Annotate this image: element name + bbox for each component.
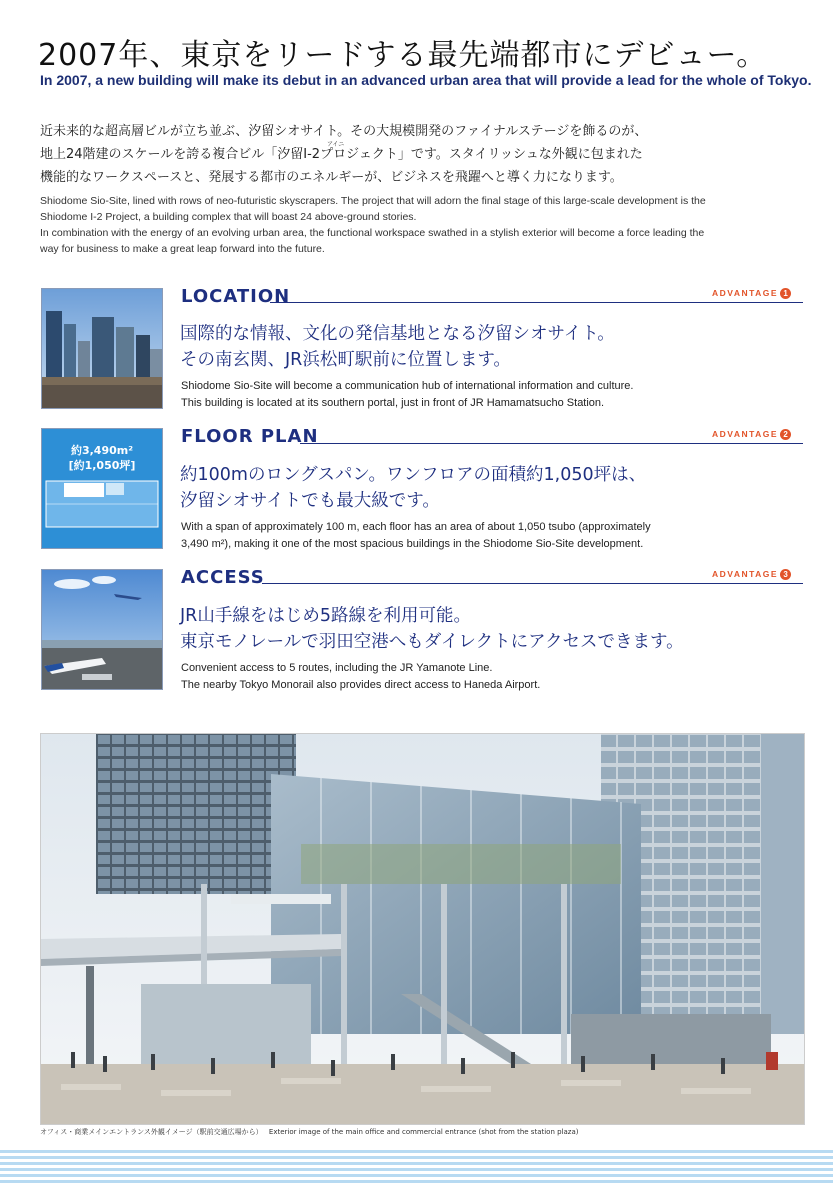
access-en-line: Convenient access to 5 routes, including the JR Yamanote Line. <box>181 662 493 674</box>
ruby-annotation: アイニ <box>327 141 345 148</box>
intro-japanese <box>40 120 800 189</box>
floor-plan-en-line: 3,490 m²), making it one of the most spacious buildings in the Shiodome Sio-Site development. <box>181 538 644 550</box>
advantage-1-badge <box>712 288 791 299</box>
floor-plan-en-line: With a span of approximately 100 m, each floor has an area of about 1,050 tsubo (approximately <box>181 521 651 533</box>
location-divider <box>270 302 803 303</box>
intro-en-line: way for business to make a great leap forward into the future. <box>40 243 325 255</box>
access-title: ACCESS <box>181 567 265 588</box>
advantage-2-badge <box>712 429 791 440</box>
location-jp-line: 国際的な情報、文化の発信基地となる汐留シオサイト。 <box>180 324 615 344</box>
access-jp-line: 東京モノレールで羽田空港へもダイレクトにアクセスできます。 <box>180 632 684 652</box>
floor-plan-jp-line: 約100mのロングスパン。ワンフロアの面積約1,050坪は、 <box>180 465 647 485</box>
page-headline: 2007年、東京をリードする最先端都市にデビュー。 <box>38 38 768 73</box>
intro-en-line: Shiodome I-2 Project, a building complex that will boast 24 above-ground stories. <box>40 211 417 223</box>
bottom-stripe-band <box>0 1150 833 1186</box>
access-divider <box>262 583 803 584</box>
floor-area-tsubo: [約1,050坪] <box>68 459 136 472</box>
caption-en: Exterior image of the main office and commercial entrance (shot from the station plaza) <box>268 1128 579 1136</box>
intro-english <box>40 193 805 257</box>
floor-plan-jp-line: 汐留シオサイトでも最大級です。 <box>180 491 440 511</box>
floor-plan-jp <box>180 462 646 514</box>
advantage-number: 3 <box>780 569 791 580</box>
intro-en-line: In combination with the energy of an evolving urban area, the functional workspace swathed in a stylish exterior will become a force leading the <box>40 227 705 239</box>
building-exterior-rendering <box>40 733 805 1125</box>
access-jp <box>180 603 684 655</box>
advantage-label: ADVANTAGE <box>712 569 779 579</box>
page-headline-english: In 2007, a new building will make its debut in an advanced urban area that will provide a lead for the whole of Tokyo. <box>40 72 812 88</box>
floor-plan-en <box>181 519 801 553</box>
caption-jp: オフィス・商業メインエントランス外観イメージ（駅前交通広場から） <box>40 1128 263 1136</box>
location-jp <box>180 321 615 373</box>
advantage-label: ADVANTAGE <box>712 429 779 439</box>
intro-jp-line: 機能的なワークスペースと、発展する都市のエネルギーが、ビジネスを飛躍へと導く力になります。 <box>40 170 623 185</box>
location-jp-line: その南玄関、JR浜松町駅前に位置します。 <box>180 350 511 370</box>
advantage-number: 1 <box>780 288 791 299</box>
location-en-line: This building is located at its southern portal, just in front of JR Hamamatsucho Station. <box>181 397 605 409</box>
rendering-caption <box>40 1127 579 1137</box>
floor-plan-title: FLOOR PLAN <box>181 426 319 447</box>
floor-plan-diagram <box>41 428 163 549</box>
access-jp-line: JR山手線をはじめ5路線を利用可能。 <box>180 606 471 626</box>
advantage-number: 2 <box>780 429 791 440</box>
access-en-line: The nearby Tokyo Monorail also provides direct access to Haneda Airport. <box>181 679 541 691</box>
location-en-line: Shiodome Sio-Site will become a communication hub of international information and culture. <box>181 380 634 392</box>
intro-jp-line: 地上24階建のスケールを誇る複合ビル「汐留I-2プロジェクト」です。スタイリッシュな外観に包まれた <box>40 147 643 162</box>
location-en <box>181 378 801 412</box>
advantage-label: ADVANTAGE <box>712 288 779 298</box>
location-skyline-photo <box>41 288 163 409</box>
advantage-3-badge <box>712 569 791 580</box>
access-airport-photo <box>41 569 163 690</box>
intro-en-line: Shiodome Sio-Site, lined with rows of neo-futuristic skyscrapers. The project that will adorn the final stage of this large-scale development is the <box>40 195 706 207</box>
intro-jp-line: 近未来的な超高層ビルが立ち並ぶ、汐留シオサイト。その大規模開発のファイナルステージを飾るのが、 <box>40 124 648 139</box>
access-en <box>181 660 801 694</box>
location-title: LOCATION <box>181 286 291 307</box>
floor-plan-divider <box>300 443 803 444</box>
floor-area-m2: 約3,490m² <box>70 444 134 457</box>
